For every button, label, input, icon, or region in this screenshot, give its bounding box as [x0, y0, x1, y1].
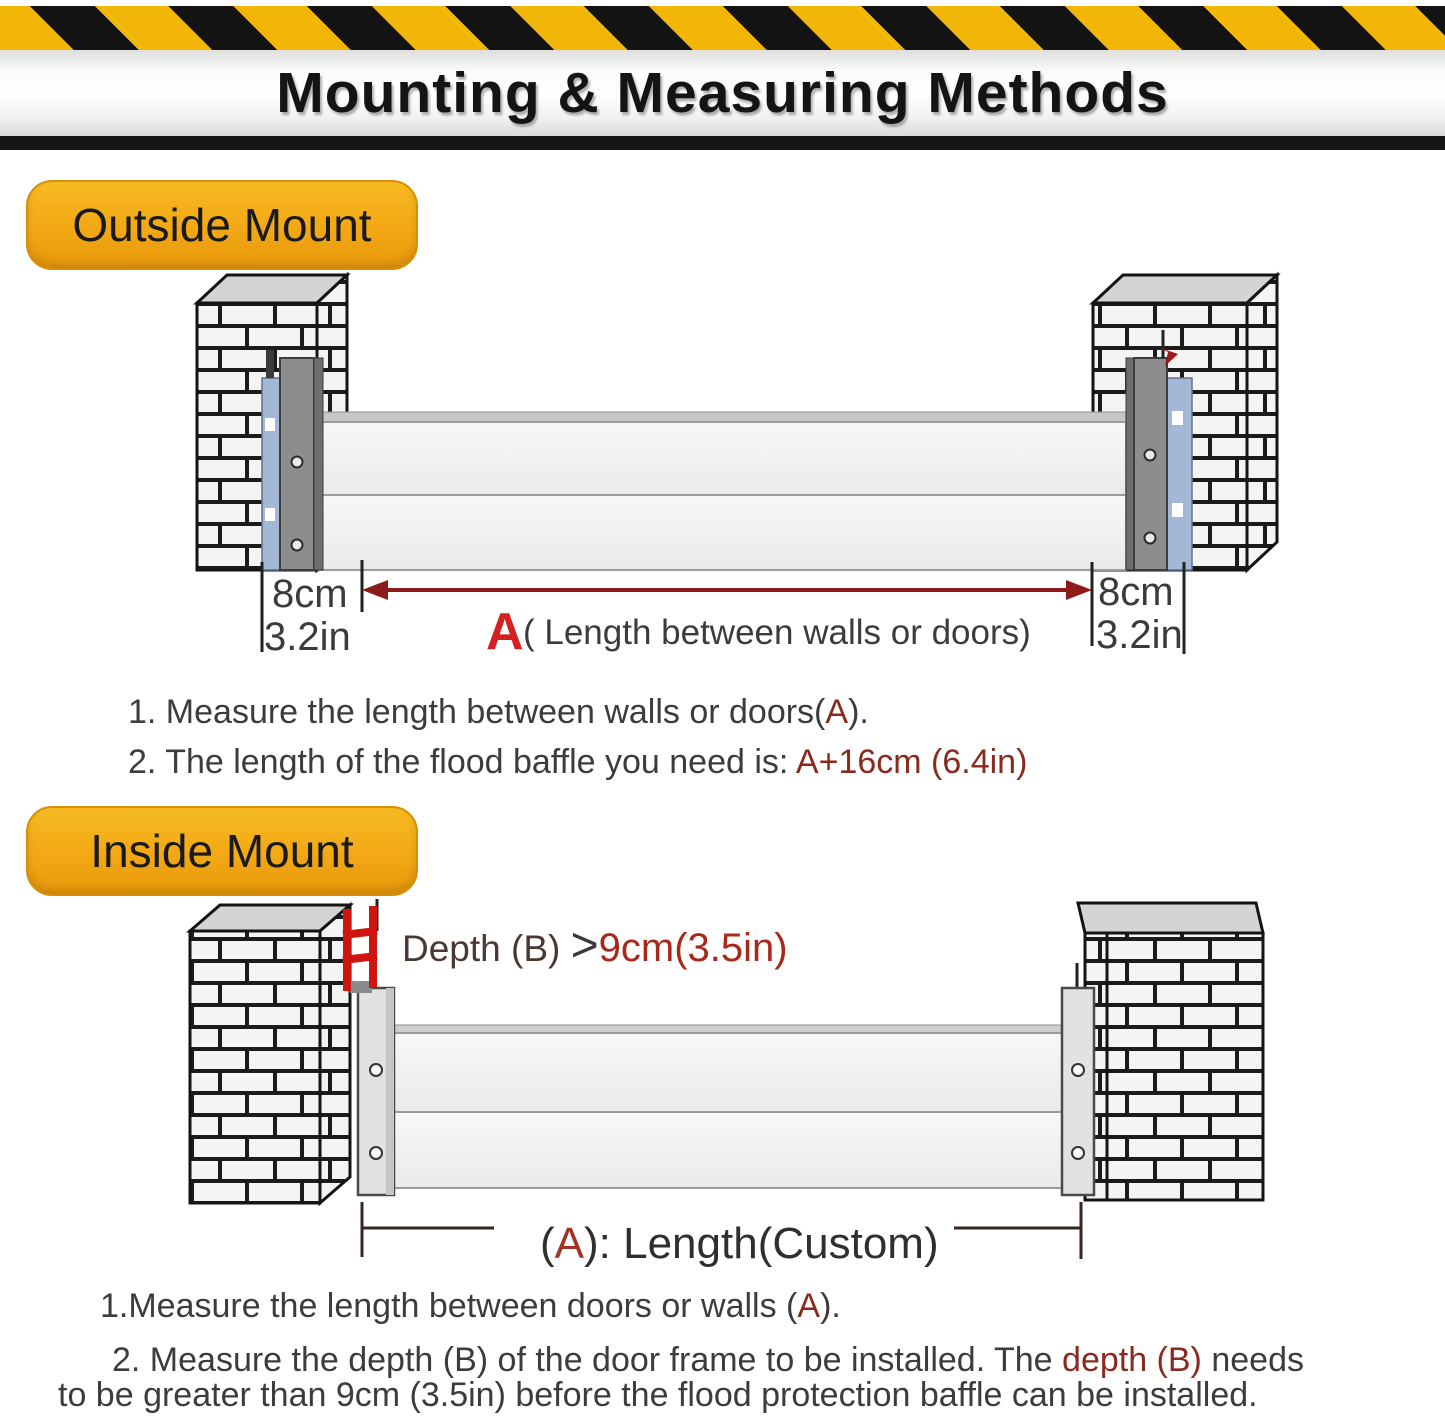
outside-mount-badge	[26, 180, 418, 270]
title-band	[0, 50, 1445, 136]
left-measure-cm: 8cm	[272, 572, 348, 616]
inside-mount-diagram	[0, 895, 1445, 1300]
inside-step-2-continued: to be greater than 9cm (3.5in) before the flood protection baffle can be installed.	[58, 1376, 1258, 1414]
outside-step-1	[128, 693, 869, 732]
brick-pillar-left-inside	[190, 905, 350, 1203]
flood-barrier-panels-inside	[394, 1025, 1062, 1188]
outside-step-2-highlight: A+16cm (6.4in)	[795, 743, 1028, 781]
right-measure-cm: 8cm	[1098, 570, 1174, 614]
outside-step-1-suffix: ).	[848, 693, 869, 731]
right-measure-in: 3.2in	[1096, 613, 1183, 657]
depth-bracket-red	[343, 899, 377, 993]
outside-mount-diagram	[0, 260, 1445, 670]
inside-step-2-highlight: depth (B)	[1062, 1341, 1202, 1379]
length-label-open: (	[540, 1219, 555, 1268]
length-label	[540, 1219, 939, 1268]
inside-step-1-text: 1.Measure the length between doors or walls (	[100, 1287, 798, 1325]
depth-label-text: Depth (B)	[402, 928, 571, 969]
span-letter-a: A	[486, 603, 524, 661]
page-title: Mounting & Measuring Methods	[276, 61, 1169, 125]
inside-step-1-highlight: A	[797, 1287, 821, 1325]
inside-step-1-suffix: ).	[820, 1287, 841, 1325]
inside-step-2-line-2	[58, 1376, 1258, 1415]
inside-step-1	[100, 1287, 841, 1326]
left-measure-in: 3.2in	[264, 615, 351, 659]
brick-pillar-right-inside	[1078, 903, 1263, 1200]
inside-step-2-line-1	[112, 1341, 1304, 1380]
inside-step-2-suffix: needs	[1201, 1341, 1304, 1379]
mounting-channel-left	[262, 350, 323, 570]
outside-mount-badge-label: Outside Mount	[72, 199, 372, 251]
frame-plate-left	[358, 988, 394, 1195]
depth-label	[402, 919, 788, 972]
inside-step-2-text: 2. Measure the depth (B) of the door frame to be installed. The	[112, 1341, 1063, 1379]
length-label-rest: ): Length(Custom)	[584, 1219, 939, 1268]
depth-value: 9cm(3.5in)	[598, 926, 788, 970]
hazard-stripe-band	[0, 6, 1445, 52]
span-caption: ( Length between walls or doors)	[523, 613, 1031, 652]
inside-mount-badge	[26, 806, 418, 896]
outside-step-1-highlight: A	[825, 693, 849, 731]
length-label-letter: A	[554, 1219, 585, 1268]
frame-plate-right	[1062, 963, 1094, 1195]
outside-step-1-text: 1. Measure the length between walls or doors(	[128, 693, 826, 731]
channel-pin-left	[266, 350, 274, 378]
span-arrow	[362, 580, 1092, 600]
flood-barrier-panels	[320, 412, 1126, 570]
depth-gt-sign: >	[570, 919, 599, 972]
inside-mount-badge-label: Inside Mount	[90, 825, 354, 877]
header-divider-bar	[0, 136, 1445, 150]
outside-step-2-text: 2. The length of the flood baffle you need is:	[128, 743, 796, 781]
outside-step-2	[128, 743, 1027, 782]
